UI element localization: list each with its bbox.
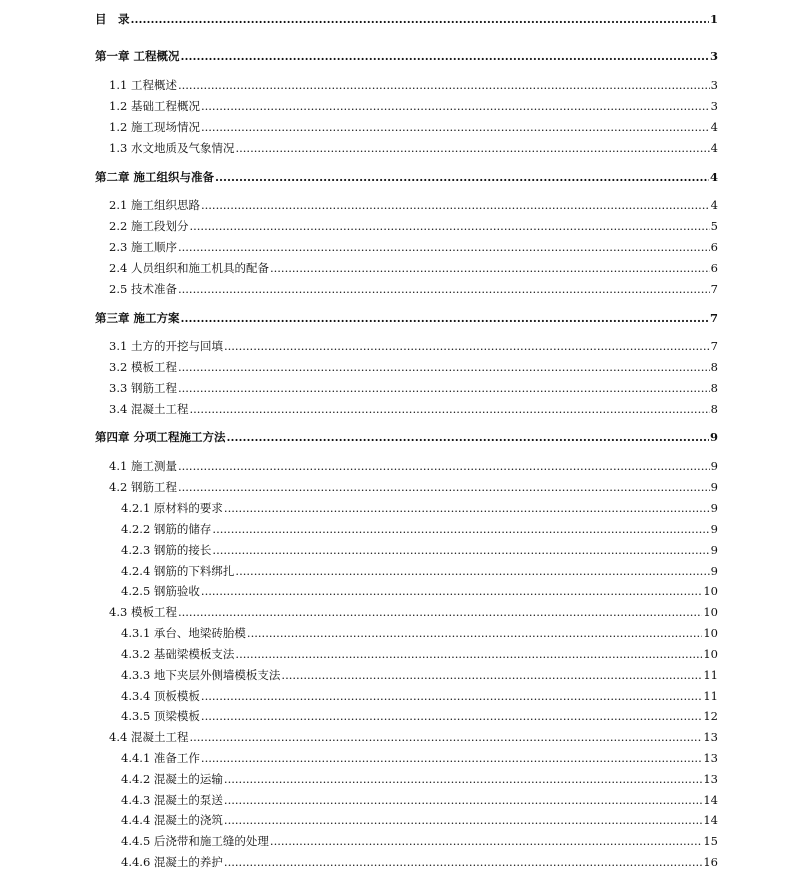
toc-entry[interactable]	[109, 118, 718, 136]
dot-leader	[201, 196, 710, 214]
toc-entry-page: 12	[703, 709, 718, 723]
toc-entry-title: 3.1 土方的开挖与回填	[109, 339, 223, 353]
dot-leader	[247, 624, 702, 642]
dot-leader	[235, 139, 709, 157]
dot-leader	[178, 358, 710, 376]
toc-row	[0, 603, 793, 621]
toc-entry[interactable]	[121, 562, 718, 580]
toc-entry-title: 4.2.1 原材料的要求	[121, 501, 223, 515]
dot-leader	[201, 582, 702, 600]
toc-entry-title: 4.3.5 顶梁模板	[121, 709, 200, 723]
toc-entry-title: 4.2.3 钢筋的接长	[121, 543, 212, 557]
toc-row	[0, 666, 793, 684]
toc-entry-page: 4	[710, 120, 718, 134]
toc-entry-title: 3.2 模板工程	[109, 360, 177, 374]
toc-entry[interactable]	[109, 728, 718, 746]
toc-entry[interactable]	[109, 196, 718, 214]
toc-entry[interactable]	[109, 400, 718, 418]
dot-leader	[181, 309, 709, 327]
toc-entry[interactable]	[109, 379, 718, 397]
toc-entry-title: 4.4.2 混凝土的运输	[121, 772, 223, 786]
dot-leader	[201, 118, 710, 136]
toc-row	[0, 645, 793, 663]
toc-row	[0, 259, 793, 277]
toc-entry-title: 4.3.1 承台、地梁砖胎模	[121, 626, 246, 640]
toc-row	[0, 853, 793, 871]
toc-row	[0, 118, 793, 136]
toc-entry-page: 7	[709, 311, 718, 325]
toc-row	[0, 76, 793, 94]
toc-entry[interactable]	[109, 337, 718, 355]
toc-entry-page: 10	[703, 584, 718, 598]
toc-entry[interactable]	[109, 259, 718, 277]
toc-row	[0, 687, 793, 705]
toc-entry-page: 10	[703, 605, 718, 619]
toc-entry[interactable]	[109, 478, 718, 496]
dot-leader	[178, 457, 710, 475]
toc-entry-title: 1.2 施工现场情况	[109, 120, 200, 134]
toc-entry[interactable]	[95, 309, 718, 327]
toc-entry-page: 10	[703, 626, 718, 640]
toc-row	[0, 478, 793, 496]
toc-entry-page: 4	[710, 198, 718, 212]
toc-entry[interactable]	[121, 541, 718, 559]
toc-row	[0, 168, 793, 186]
dot-leader	[178, 603, 702, 621]
toc-entry-title: 第一章 工程概况	[95, 49, 180, 63]
toc-entry-page: 9	[710, 522, 718, 536]
toc-entry-title: 4.2.2 钢筋的储存	[121, 522, 212, 536]
toc-entry-title: 2.2 施工段划分	[109, 219, 189, 233]
toc-row	[0, 238, 793, 256]
dot-leader	[189, 400, 709, 418]
dot-leader	[212, 541, 709, 559]
toc-entry-title: 1.3 水文地质及气象情况	[109, 141, 235, 155]
toc-entry[interactable]	[121, 853, 718, 871]
toc-entry[interactable]	[121, 624, 718, 642]
toc-entry-title: 2.3 施工顺序	[109, 240, 177, 254]
toc-row	[0, 749, 793, 767]
toc-row	[0, 139, 793, 157]
toc-entry-page: 9	[709, 430, 718, 444]
dot-leader	[215, 168, 709, 186]
toc-entry-title: 4.4.6 混凝土的养护	[121, 855, 223, 869]
dot-leader	[201, 749, 702, 767]
toc-entry-title: 第三章 施工方案	[95, 311, 180, 325]
toc-row	[0, 728, 793, 746]
toc-row	[0, 10, 793, 28]
toc-entry[interactable]	[121, 666, 718, 684]
toc-entry-page: 9	[710, 459, 718, 473]
toc-row	[0, 337, 793, 355]
toc-entry-page: 5	[710, 219, 718, 233]
toc-entry-page: 9	[710, 543, 718, 557]
toc-row	[0, 770, 793, 788]
toc-row	[0, 811, 793, 829]
toc-entry[interactable]	[121, 520, 718, 538]
toc-entry-title: 4.3 模板工程	[109, 605, 177, 619]
dot-leader	[201, 97, 710, 115]
toc-entry[interactable]	[121, 832, 718, 850]
dot-leader	[270, 259, 710, 277]
toc-entry-page: 8	[710, 402, 718, 416]
toc-entry-page: 1	[709, 12, 718, 26]
toc-row	[0, 582, 793, 600]
toc-entry-page: 6	[710, 240, 718, 254]
dot-leader	[189, 217, 709, 235]
toc-entry[interactable]	[109, 76, 718, 94]
toc-entry-page: 13	[703, 751, 718, 765]
toc-entry-page: 13	[703, 730, 718, 744]
toc-row	[0, 832, 793, 850]
toc-entry-page: 11	[703, 668, 718, 682]
toc-row	[0, 520, 793, 538]
dot-leader	[181, 47, 709, 65]
toc-entry-page: 8	[710, 360, 718, 374]
toc-entry[interactable]	[109, 238, 718, 256]
toc-entry[interactable]	[121, 582, 718, 600]
toc-entry-page: 4	[709, 170, 718, 184]
dot-leader	[281, 666, 702, 684]
toc-row	[0, 47, 793, 65]
toc-entry-title: 第二章 施工组织与准备	[95, 170, 215, 184]
toc-entry-title: 4.3.3 地下夹层外侧墙模板支法	[121, 668, 281, 682]
toc-entry[interactable]	[121, 707, 718, 725]
toc-entry-page: 16	[703, 855, 718, 869]
toc-entry[interactable]	[109, 457, 718, 475]
toc-entry-page: 14	[703, 793, 718, 807]
toc-row	[0, 624, 793, 642]
toc-entry[interactable]	[109, 97, 718, 115]
toc-entry-title: 2.1 施工组织思路	[109, 198, 200, 212]
toc-entry[interactable]	[121, 770, 718, 788]
toc-entry[interactable]	[121, 791, 718, 809]
toc-entry-page: 3	[710, 78, 718, 92]
toc-row	[0, 562, 793, 580]
toc-entry-title: 第四章 分项工程施工方法	[95, 430, 226, 444]
toc-entry-title: 4.2.4 钢筋的下料绑扎	[121, 564, 235, 578]
dot-leader	[178, 76, 710, 94]
toc-entry-title: 目 录	[95, 12, 130, 26]
dot-leader	[235, 562, 709, 580]
dot-leader	[224, 337, 710, 355]
toc-entry-page: 6	[710, 261, 718, 275]
toc-entry-title: 4.2 钢筋工程	[109, 480, 177, 494]
toc-entry-title: 4.4.5 后浇带和施工缝的处理	[121, 834, 269, 848]
toc-entry[interactable]	[109, 603, 718, 621]
dot-leader	[212, 520, 709, 538]
toc-entry-page: 3	[709, 49, 718, 63]
toc-entry-page: 9	[710, 501, 718, 515]
toc-entry-page: 8	[710, 381, 718, 395]
toc-entry-title: 3.4 混凝土工程	[109, 402, 189, 416]
toc-entry[interactable]	[121, 811, 718, 829]
toc-row	[0, 428, 793, 446]
toc-entry-title: 4.4.4 混凝土的浇筑	[121, 813, 223, 827]
toc-entry[interactable]	[95, 10, 718, 28]
dot-leader	[224, 811, 702, 829]
dot-leader	[270, 832, 702, 850]
toc-row	[0, 457, 793, 475]
toc-entry[interactable]	[95, 428, 718, 446]
dot-leader	[227, 428, 709, 446]
dot-leader	[224, 770, 702, 788]
toc-entry-page: 7	[710, 339, 718, 353]
toc-entry-page: 3	[710, 99, 718, 113]
dot-leader	[131, 10, 709, 28]
toc-entry-page: 7	[710, 282, 718, 296]
toc-row	[0, 217, 793, 235]
toc-entry-page: 9	[710, 564, 718, 578]
toc-entry-title: 1.2 基础工程概况	[109, 99, 200, 113]
toc-row	[0, 97, 793, 115]
toc-entry-title: 4.4.1 准备工作	[121, 751, 200, 765]
dot-leader	[178, 238, 710, 256]
dot-leader	[178, 280, 710, 298]
toc-row	[0, 358, 793, 376]
toc-entry[interactable]	[95, 168, 718, 186]
toc-entry-title: 3.3 钢筋工程	[109, 381, 177, 395]
toc-row	[0, 379, 793, 397]
toc-row	[0, 400, 793, 418]
toc-entry-title: 2.5 技术准备	[109, 282, 177, 296]
dot-leader	[178, 478, 710, 496]
toc-entry-page: 15	[703, 834, 718, 848]
toc-entry-title: 4.4 混凝土工程	[109, 730, 189, 744]
dot-leader	[201, 687, 702, 705]
toc-entry-title: 4.2.5 钢筋验收	[121, 584, 200, 598]
dot-leader	[201, 707, 702, 725]
dot-leader	[189, 728, 702, 746]
toc-entry-title: 4.3.2 基础梁模板支法	[121, 647, 235, 661]
toc-entry[interactable]	[121, 687, 718, 705]
toc-row	[0, 541, 793, 559]
dot-leader	[224, 499, 710, 517]
toc-row	[0, 280, 793, 298]
toc-entry-title: 4.3.4 顶板模板	[121, 689, 200, 703]
toc-row	[0, 196, 793, 214]
toc-entry-page: 13	[703, 772, 718, 786]
toc-entry[interactable]	[109, 280, 718, 298]
toc-row	[0, 499, 793, 517]
toc-entry-page: 4	[710, 141, 718, 155]
toc-entry-page: 11	[703, 689, 718, 703]
toc-entry-page: 9	[710, 480, 718, 494]
toc-entry-title: 4.1 施工测量	[109, 459, 177, 473]
toc-entry-title: 1.1 工程概述	[109, 78, 177, 92]
toc-entry-title: 4.4.3 混凝土的泵送	[121, 793, 223, 807]
toc-entry-page: 14	[703, 813, 718, 827]
dot-leader	[224, 791, 702, 809]
dot-leader	[178, 379, 710, 397]
toc-entry[interactable]	[95, 47, 718, 65]
toc-entry[interactable]	[121, 749, 718, 767]
toc-row	[0, 707, 793, 725]
toc-row	[0, 791, 793, 809]
toc-entry-page: 10	[703, 647, 718, 661]
toc-entry[interactable]	[109, 358, 718, 376]
toc-entry[interactable]	[121, 645, 718, 663]
toc-entry[interactable]	[109, 217, 718, 235]
toc-entry[interactable]	[121, 499, 718, 517]
toc-entry-title: 2.4 人员组织和施工机具的配备	[109, 261, 269, 275]
dot-leader	[235, 645, 702, 663]
toc-row	[0, 309, 793, 327]
dot-leader	[224, 853, 702, 871]
toc-entry[interactable]	[109, 139, 718, 157]
